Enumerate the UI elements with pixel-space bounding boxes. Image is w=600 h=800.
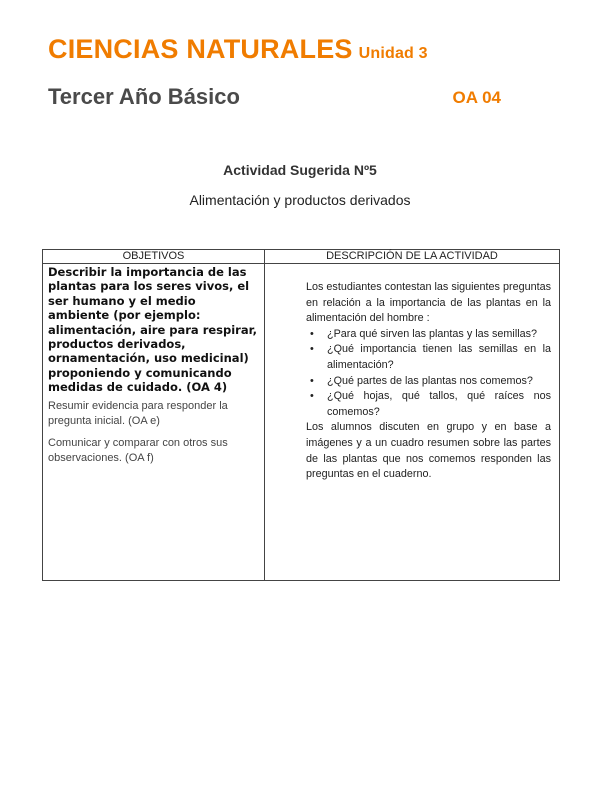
question-text: ¿Qué importancia tienen las semillas en la alimentación? <box>327 343 551 371</box>
question-item <box>306 342 551 373</box>
question-text: ¿Qué partes de las plantas nos comemos? <box>327 374 533 387</box>
oa-label: OA 04 <box>452 88 501 107</box>
secondary-objective: Comunicar y comparar con otros sus observaciones. (OA f) <box>48 437 228 464</box>
description-intro: Los estudiantes contestan las siguientes preguntas en relación a la importancia de las plantas en la alimentación del hombre : <box>306 281 551 325</box>
bullet-icon: • <box>310 390 314 403</box>
activity-table <box>42 249 560 581</box>
unit-label: Unidad 3 <box>358 45 428 62</box>
bullet-icon: • <box>310 327 314 340</box>
bullet-icon: • <box>310 374 314 387</box>
grade-title: Tercer Año Básico <box>48 84 240 109</box>
question-text: ¿Para qué sirven las plantas y las semillas? <box>327 327 538 340</box>
column-header-descripcion: DESCRIPCIÓN DE LA ACTIVIDAD <box>326 250 498 262</box>
column-divider <box>264 250 265 580</box>
question-item <box>306 389 551 420</box>
main-objective: Describir la importancia de las plantas para los seres vivos, el ser humano y el medio ambiente (por ejemplo: alimentación, aire para respirar, productos derivados, ornamentación, uso medicinal) proponiendo y comunicando medidas de cuidado. (OA 4) <box>48 265 257 395</box>
question-item <box>306 327 551 343</box>
activity-subtitle: Alimentación y productos derivados <box>189 192 411 208</box>
question-list <box>306 327 551 421</box>
description-closing: Los alumnos discuten en grupo y en base a imágenes y a un cuadro resumen sobre las partes de las plantas que nos comemos responden las preguntas en el cuaderno. <box>306 421 551 481</box>
column-header-objetivos: OBJETIVOS <box>122 250 185 262</box>
subject-name: CIENCIAS NATURALES <box>48 34 353 64</box>
question-item <box>306 374 551 390</box>
question-text: ¿Qué hojas, qué tallos, qué raíces nos comemos? <box>327 390 551 418</box>
activity-title: Actividad Sugerida Nº5 <box>223 162 377 178</box>
bullet-icon: • <box>310 343 314 356</box>
header-divider <box>43 263 559 264</box>
subject-title <box>48 34 428 65</box>
activity-description <box>306 280 551 483</box>
secondary-objective: Resumir evidencia para responder la pregunta inicial. (OA e) <box>48 400 228 427</box>
